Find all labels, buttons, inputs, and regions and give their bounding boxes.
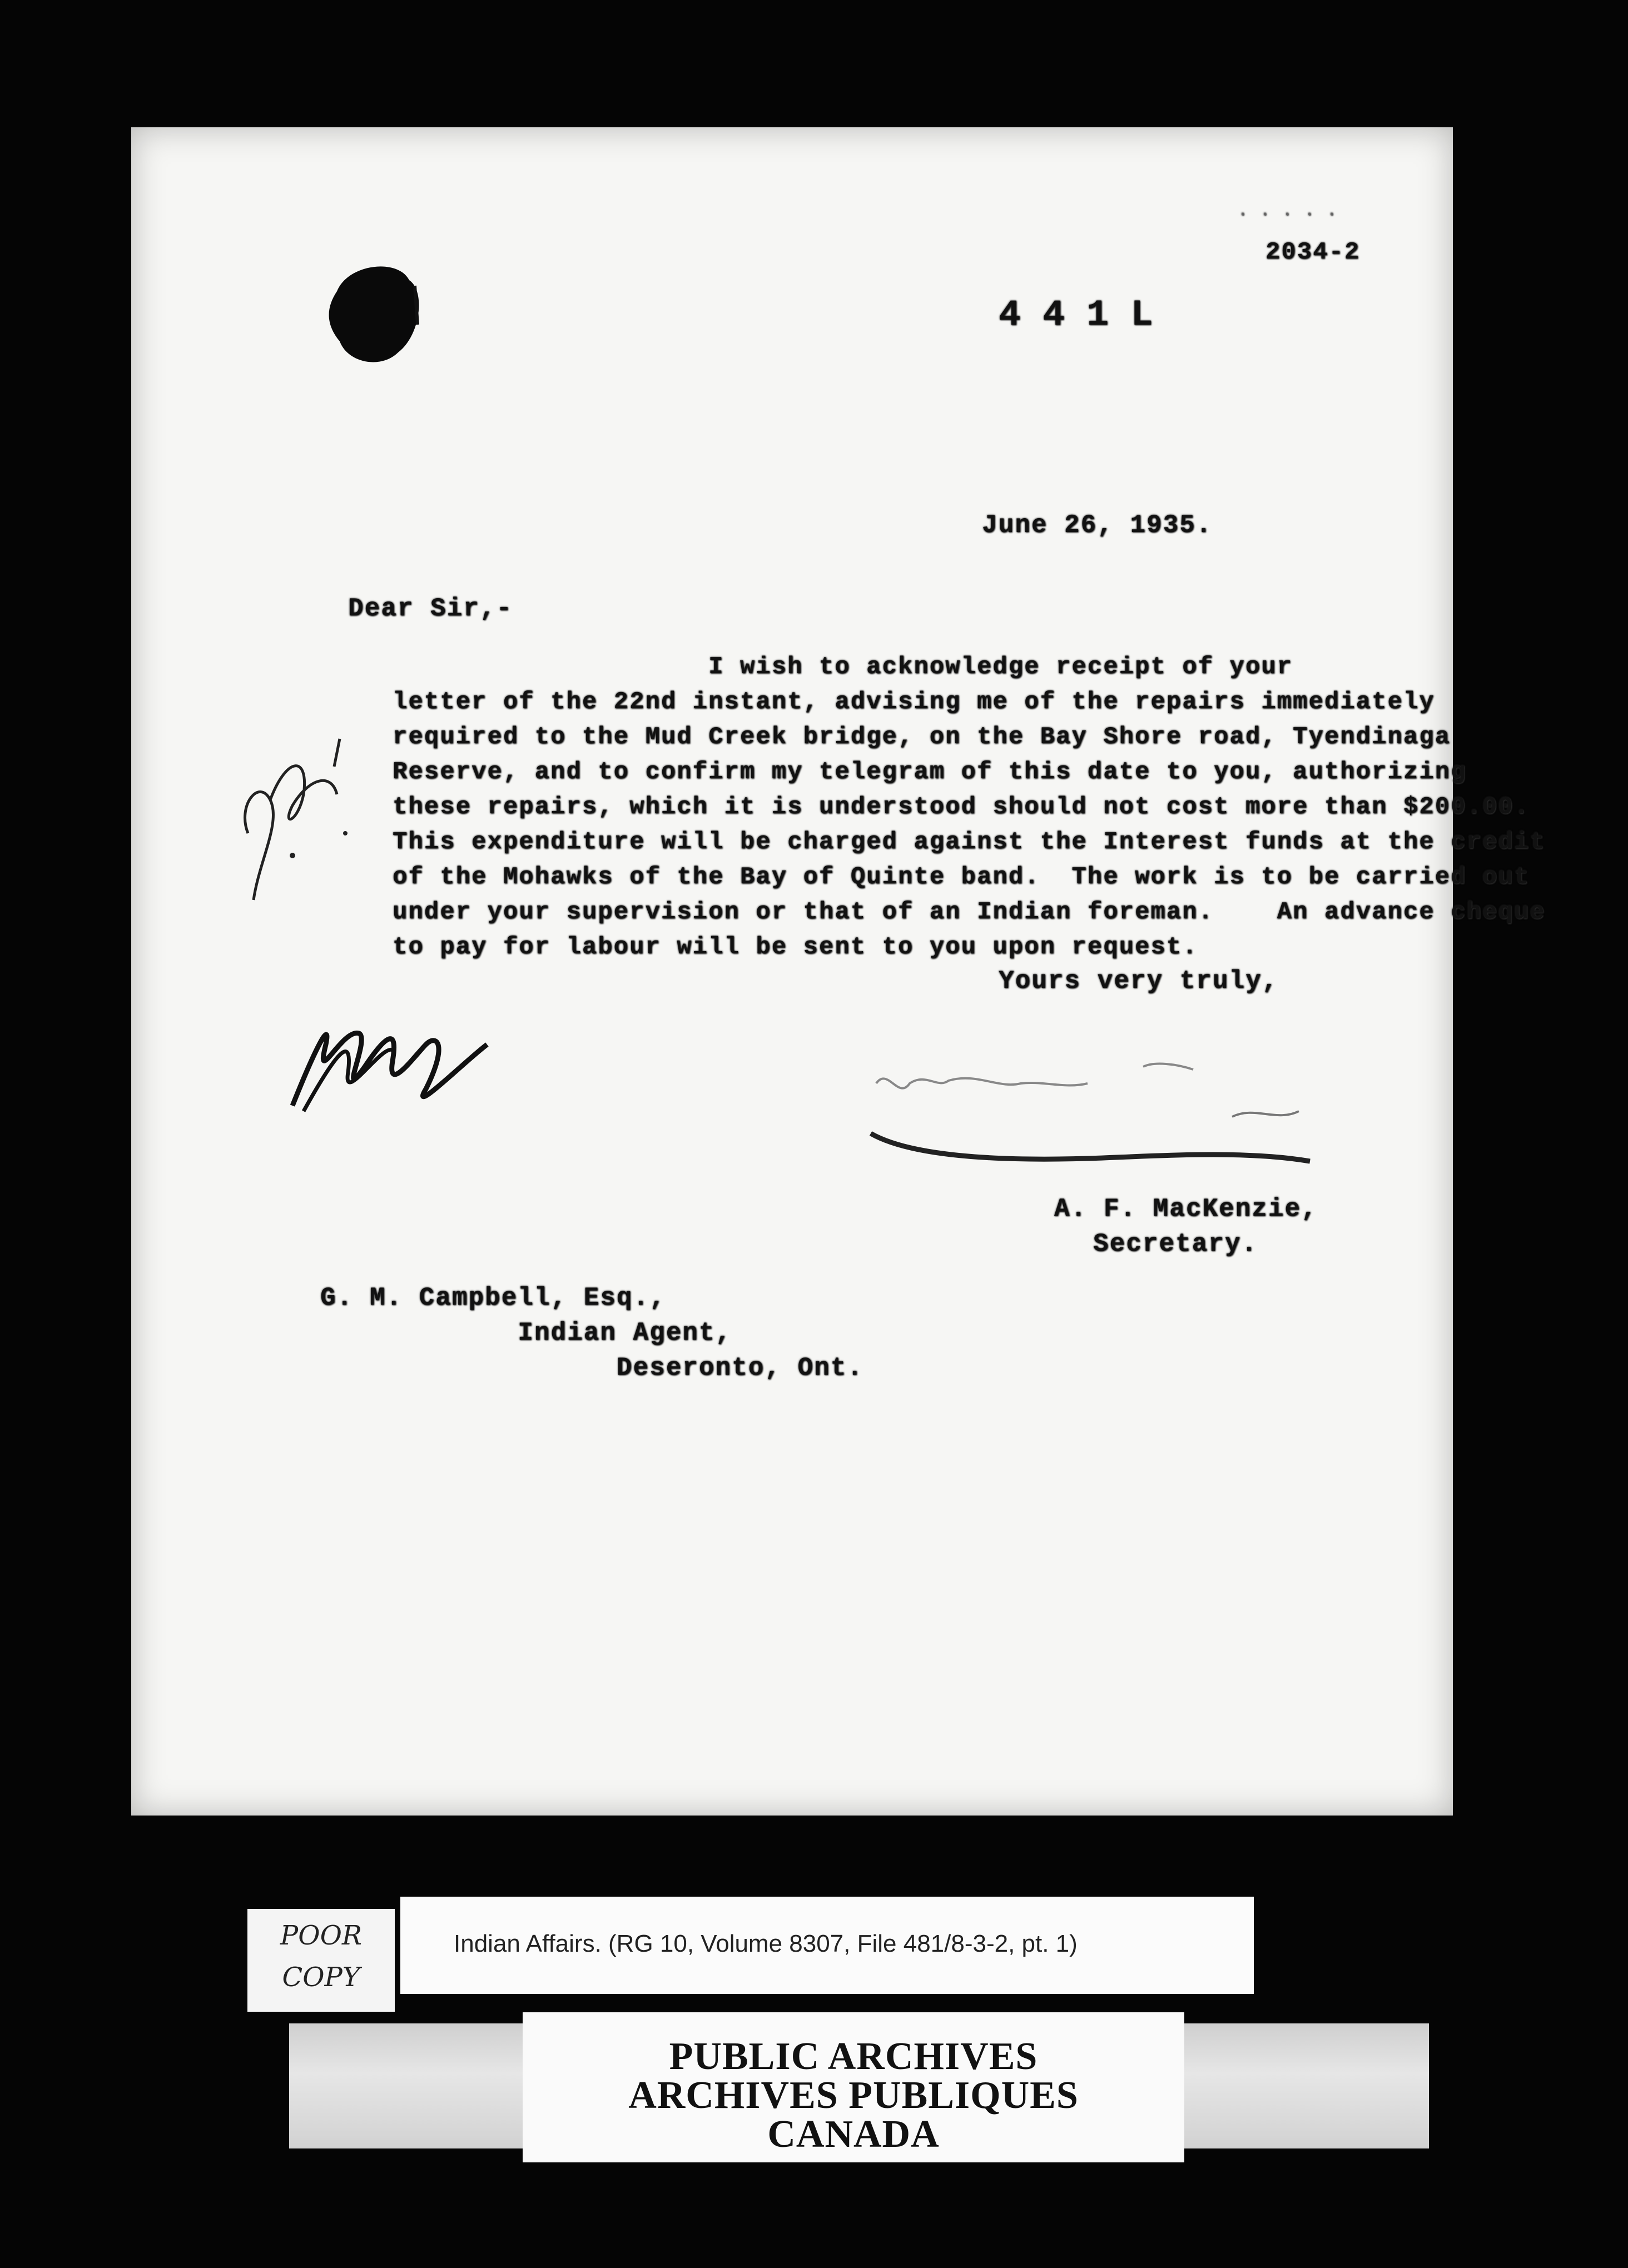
archive-citation-card bbox=[400, 1897, 1254, 1994]
poor-copy-line-1: POOR bbox=[280, 1920, 363, 1951]
salutation: Dear Sir,- bbox=[348, 594, 513, 623]
signer-title: Secretary. bbox=[1093, 1230, 1258, 1259]
archive-line-3: CANADA bbox=[767, 2113, 940, 2156]
archive-strip bbox=[289, 2023, 1429, 2156]
poor-copy-note bbox=[247, 1909, 395, 2012]
archive-line-2: ARCHIVES PUBLIQUES bbox=[628, 2074, 1079, 2117]
archive-citation: Indian Affairs. (RG 10, Volume 8307, File 481/8-3-2, pt. 1) bbox=[454, 1930, 1078, 1957]
closing: Yours very truly, bbox=[999, 967, 1279, 996]
faint-mark: · · · · · bbox=[1238, 205, 1338, 224]
letter-page bbox=[131, 127, 1546, 1816]
recipient-address: G. M. Campbell, Esq., Indian Agent, Deseronto, Ont. bbox=[320, 1284, 863, 1382]
poor-copy-line-2: COPY bbox=[282, 1962, 360, 1993]
letter-body: I wish to acknowledge receipt of your letter of the 22nd instant, advising me of the repairs immediately required to the Mud Creek bridge, on the Bay Shore road, Tyendinaga Reserve, and to confirm my telegram of this date to you, authorizing these repairs, which it is understood should not cost more than $200.00. This expenditure will be charged against the Interest funds at the credit of the Mohawks of the Bay of Quinte band. The work is to be carried out under your supervision or that of an Indian foreman. An advance cheque to pay for labour will be sent to you upon request. bbox=[393, 653, 1546, 961]
reference-number: 2034-2 bbox=[1265, 238, 1361, 266]
ink-blot bbox=[315, 258, 459, 386]
margin-initials bbox=[226, 722, 359, 922]
archive-line-1: PUBLIC ARCHIVES bbox=[669, 2035, 1038, 2078]
file-stamp: 4 4 1 L bbox=[999, 294, 1153, 336]
signature bbox=[854, 1050, 1410, 1195]
archive-stamp bbox=[523, 2012, 1184, 2162]
letter-date: June 26, 1935. bbox=[982, 511, 1213, 540]
scribble-initials bbox=[281, 994, 493, 1128]
signer-name: A. F. MacKenzie, bbox=[1054, 1195, 1318, 1223]
